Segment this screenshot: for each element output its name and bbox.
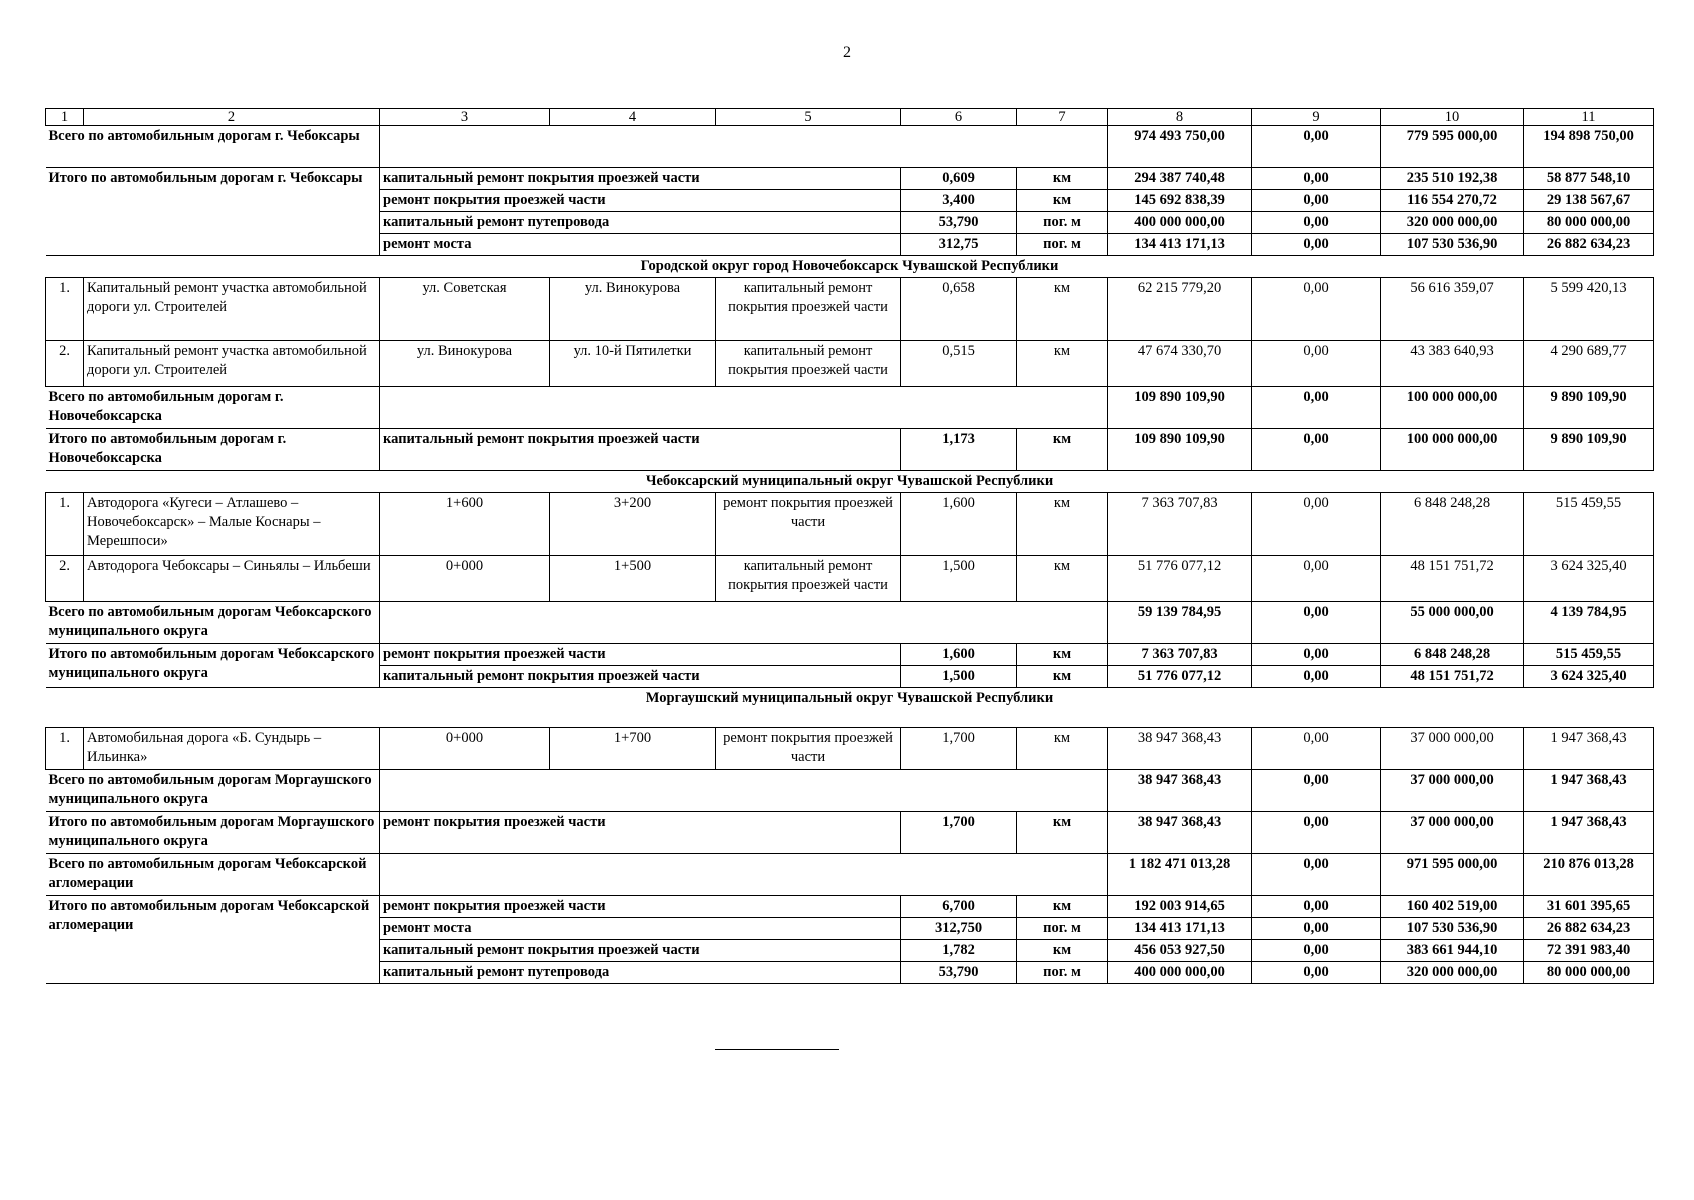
section-header-row	[46, 688, 1654, 728]
amount-cell: 515 459,55	[1524, 644, 1654, 666]
total-cell: 55 000 000,00	[1381, 602, 1524, 644]
road-name: Капитальный ремонт участка автомобильной дороги ул. Строителей	[84, 278, 380, 341]
section-title: Моргаушский муниципальный округ Чувашской Республики	[46, 688, 1654, 728]
work-type: ремонт покрытия проезжей части	[380, 190, 901, 212]
amount-cell: 0,00	[1252, 556, 1381, 602]
column-header: 2	[84, 109, 380, 126]
end-point: ул. Винокурова	[550, 278, 716, 341]
amount-cell: 107 530 536,90	[1381, 918, 1524, 940]
amount-cell: 38 947 368,43	[1108, 812, 1252, 854]
amount-cell: 37 000 000,00	[1381, 728, 1524, 770]
amount-cell: 400 000 000,00	[1108, 212, 1252, 234]
column-header: 1	[46, 109, 84, 126]
total-cell: 38 947 368,43	[1108, 770, 1252, 812]
total-row	[46, 770, 1654, 812]
amount-cell: 7 363 707,83	[1108, 493, 1252, 556]
end-point: 1+700	[550, 728, 716, 770]
amount-cell: 48 151 751,72	[1381, 666, 1524, 688]
length-cell: 0,658	[901, 278, 1017, 341]
unit-cell: км	[1017, 728, 1108, 770]
item-number: 2.	[46, 556, 84, 602]
amount-cell: 160 402 519,00	[1381, 896, 1524, 918]
work-type: капитальный ремонт путепровода	[380, 212, 901, 234]
amount-cell: 0,00	[1252, 341, 1381, 387]
work-type: ремонт покрытия проезжей части	[380, 896, 901, 918]
amount-cell: 0,00	[1252, 812, 1381, 854]
unit-cell: км	[1017, 812, 1108, 854]
amount-cell: 0,00	[1252, 728, 1381, 770]
amount-cell: 51 776 077,12	[1108, 556, 1252, 602]
work-type: ремонт покрытия проезжей части	[380, 644, 901, 666]
length-cell: 312,75	[901, 234, 1017, 256]
start-point: ул. Советская	[380, 278, 550, 341]
work-type: капитальный ремонт покрытия проезжей части	[380, 666, 901, 688]
itogo-row	[46, 896, 1654, 918]
unit-cell: пог. м	[1017, 234, 1108, 256]
start-point: 0+000	[380, 728, 550, 770]
work-type: капитальный ремонт покрытия проезжей части	[716, 341, 901, 387]
itogo-row	[46, 168, 1654, 190]
itogo-row	[46, 644, 1654, 666]
total-cell: 100 000 000,00	[1381, 387, 1524, 429]
amount-cell: 6 848 248,28	[1381, 644, 1524, 666]
amount-cell: 0,00	[1252, 190, 1381, 212]
list-item	[46, 493, 1654, 556]
road-repair-table	[45, 108, 1654, 984]
amount-cell: 80 000 000,00	[1524, 212, 1654, 234]
length-cell: 53,790	[901, 212, 1017, 234]
section-header-row	[46, 256, 1654, 278]
amount-cell: 6 848 248,28	[1381, 493, 1524, 556]
item-number: 1.	[46, 278, 84, 341]
unit-cell: км	[1017, 493, 1108, 556]
total-row	[46, 126, 1654, 168]
unit-cell: км	[1017, 666, 1108, 688]
total-cell: 0,00	[1252, 854, 1381, 896]
amount-cell: 1 947 368,43	[1524, 812, 1654, 854]
column-header: 6	[901, 109, 1017, 126]
total-cell: 1 947 368,43	[1524, 770, 1654, 812]
unit-cell: км	[1017, 429, 1108, 471]
amount-cell: 109 890 109,90	[1108, 429, 1252, 471]
amount-cell: 0,00	[1252, 429, 1381, 471]
amount-cell: 5 599 420,13	[1524, 278, 1654, 341]
amount-cell: 62 215 779,20	[1108, 278, 1252, 341]
total-cell: 974 493 750,00	[1108, 126, 1252, 168]
itogo-label: Итого по автомобильным дорогам Чебоксарского муниципального округа	[46, 644, 380, 688]
list-item	[46, 278, 1654, 341]
amount-cell: 400 000 000,00	[1108, 962, 1252, 984]
work-type: ремонт моста	[380, 918, 901, 940]
work-type: ремонт покрытия проезжей части	[716, 493, 901, 556]
amount-cell: 134 413 171,13	[1108, 918, 1252, 940]
unit-cell: км	[1017, 190, 1108, 212]
total-cell: 1 182 471 013,28	[1108, 854, 1252, 896]
total-cell: 37 000 000,00	[1381, 770, 1524, 812]
length-cell: 1,700	[901, 812, 1017, 854]
amount-cell: 145 692 838,39	[1108, 190, 1252, 212]
item-number: 2.	[46, 341, 84, 387]
total-cell: 0,00	[1252, 602, 1381, 644]
column-header: 3	[380, 109, 550, 126]
end-point: 1+500	[550, 556, 716, 602]
list-item	[46, 556, 1654, 602]
total-cell: 779 595 000,00	[1381, 126, 1524, 168]
unit-cell: км	[1017, 940, 1108, 962]
itogo-label: Итого по автомобильным дорогам г. Новочебоксарска	[46, 429, 380, 471]
amount-cell: 26 882 634,23	[1524, 918, 1654, 940]
unit-cell: пог. м	[1017, 918, 1108, 940]
column-number-row	[46, 109, 1654, 126]
itogo-row	[46, 812, 1654, 854]
length-cell: 53,790	[901, 962, 1017, 984]
length-cell: 1,500	[901, 556, 1017, 602]
length-cell: 1,500	[901, 666, 1017, 688]
unit-cell: пог. м	[1017, 212, 1108, 234]
total-cell: 0,00	[1252, 126, 1381, 168]
total-label: Всего по автомобильным дорогам Чебоксарского муниципального округа	[46, 602, 380, 644]
unit-cell: км	[1017, 644, 1108, 666]
work-type: капитальный ремонт покрытия проезжей части	[716, 278, 901, 341]
work-type: ремонт покрытия проезжей части	[380, 812, 901, 854]
start-point: 1+600	[380, 493, 550, 556]
amount-cell: 0,00	[1252, 666, 1381, 688]
empty-cell	[380, 854, 1108, 896]
column-header: 4	[550, 109, 716, 126]
amount-cell: 4 290 689,77	[1524, 341, 1654, 387]
itogo-label: Итого по автомобильным дорогам г. Чебоксары	[46, 168, 380, 256]
amount-cell: 0,00	[1252, 644, 1381, 666]
amount-cell: 0,00	[1252, 940, 1381, 962]
start-point: ул. Винокурова	[380, 341, 550, 387]
section-title: Чебоксарский муниципальный округ Чувашской Республики	[46, 471, 1654, 493]
amount-cell: 515 459,55	[1524, 493, 1654, 556]
road-name: Капитальный ремонт участка автомобильной дороги ул. Строителей	[84, 341, 380, 387]
work-type: капитальный ремонт путепровода	[380, 962, 901, 984]
length-cell: 1,600	[901, 644, 1017, 666]
amount-cell: 383 661 944,10	[1381, 940, 1524, 962]
unit-cell: км	[1017, 278, 1108, 341]
length-cell: 0,515	[901, 341, 1017, 387]
column-header: 7	[1017, 109, 1108, 126]
itogo-label: Итого по автомобильным дорогам Чебоксарской агломерации	[46, 896, 380, 984]
road-name: Автодорога «Кугеси – Атлашево – Новочебоксарск» – Малые Коснары – Мерешпоси»	[84, 493, 380, 556]
total-row	[46, 602, 1654, 644]
amount-cell: 72 391 983,40	[1524, 940, 1654, 962]
length-cell: 6,700	[901, 896, 1017, 918]
unit-cell: пог. м	[1017, 962, 1108, 984]
amount-cell: 9 890 109,90	[1524, 429, 1654, 471]
column-header: 9	[1252, 109, 1381, 126]
item-number: 1.	[46, 493, 84, 556]
total-cell: 0,00	[1252, 387, 1381, 429]
amount-cell: 51 776 077,12	[1108, 666, 1252, 688]
work-type: капитальный ремонт покрытия проезжей части	[716, 556, 901, 602]
total-cell: 210 876 013,28	[1524, 854, 1654, 896]
work-type: ремонт покрытия проезжей части	[716, 728, 901, 770]
amount-cell: 29 138 567,67	[1524, 190, 1654, 212]
work-type: капитальный ремонт покрытия проезжей части	[380, 168, 901, 190]
total-cell: 971 595 000,00	[1381, 854, 1524, 896]
item-number: 1.	[46, 728, 84, 770]
length-cell: 1,782	[901, 940, 1017, 962]
amount-cell: 320 000 000,00	[1381, 962, 1524, 984]
amount-cell: 26 882 634,23	[1524, 234, 1654, 256]
amount-cell: 37 000 000,00	[1381, 812, 1524, 854]
section-header-row	[46, 471, 1654, 493]
amount-cell: 100 000 000,00	[1381, 429, 1524, 471]
total-row	[46, 387, 1654, 429]
itogo-label: Итого по автомобильным дорогам Моргаушского муниципального округа	[46, 812, 380, 854]
unit-cell: км	[1017, 896, 1108, 918]
total-label: Всего по автомобильным дорогам Моргаушского муниципального округа	[46, 770, 380, 812]
amount-cell: 116 554 270,72	[1381, 190, 1524, 212]
amount-cell: 48 151 751,72	[1381, 556, 1524, 602]
amount-cell: 38 947 368,43	[1108, 728, 1252, 770]
section-title: Городской округ город Новочебоксарск Чувашской Республики	[46, 256, 1654, 278]
length-cell: 1,700	[901, 728, 1017, 770]
total-cell: 4 139 784,95	[1524, 602, 1654, 644]
unit-cell: км	[1017, 341, 1108, 387]
total-label: Всего по автомобильным дорогам г. Чебоксары	[46, 126, 380, 168]
work-type: капитальный ремонт покрытия проезжей части	[380, 429, 901, 471]
empty-cell	[380, 602, 1108, 644]
total-cell: 59 139 784,95	[1108, 602, 1252, 644]
length-cell: 312,750	[901, 918, 1017, 940]
amount-cell: 1 947 368,43	[1524, 728, 1654, 770]
page-number: 2	[843, 44, 851, 61]
total-label: Всего по автомобильным дорогам Чебоксарской агломерации	[46, 854, 380, 896]
road-name: Автодорога Чебоксары – Синьялы – Ильбеши	[84, 556, 380, 602]
amount-cell: 56 616 359,07	[1381, 278, 1524, 341]
amount-cell: 31 601 395,65	[1524, 896, 1654, 918]
column-header: 5	[716, 109, 901, 126]
total-cell: 0,00	[1252, 770, 1381, 812]
length-cell: 1,173	[901, 429, 1017, 471]
work-type: капитальный ремонт покрытия проезжей части	[380, 940, 901, 962]
road-name: Автомобильная дорога «Б. Сундырь – Ильинка»	[84, 728, 380, 770]
footer-divider	[715, 1049, 839, 1050]
empty-cell	[380, 126, 1108, 168]
amount-cell: 58 877 548,10	[1524, 168, 1654, 190]
amount-cell: 0,00	[1252, 918, 1381, 940]
end-point: ул. 10-й Пятилетки	[550, 341, 716, 387]
total-cell: 194 898 750,00	[1524, 126, 1654, 168]
total-cell: 9 890 109,90	[1524, 387, 1654, 429]
amount-cell: 7 363 707,83	[1108, 644, 1252, 666]
length-cell: 0,609	[901, 168, 1017, 190]
total-label: Всего по автомобильным дорогам г. Новочебоксарска	[46, 387, 380, 429]
amount-cell: 0,00	[1252, 168, 1381, 190]
total-row	[46, 854, 1654, 896]
amount-cell: 3 624 325,40	[1524, 556, 1654, 602]
list-item	[46, 341, 1654, 387]
length-cell: 1,600	[901, 493, 1017, 556]
amount-cell: 320 000 000,00	[1381, 212, 1524, 234]
total-cell: 109 890 109,90	[1108, 387, 1252, 429]
amount-cell: 47 674 330,70	[1108, 341, 1252, 387]
itogo-row	[46, 429, 1654, 471]
amount-cell: 3 624 325,40	[1524, 666, 1654, 688]
list-item	[46, 728, 1654, 770]
start-point: 0+000	[380, 556, 550, 602]
work-type: ремонт моста	[380, 234, 901, 256]
column-header: 8	[1108, 109, 1252, 126]
empty-cell	[380, 387, 1108, 429]
amount-cell: 0,00	[1252, 493, 1381, 556]
column-header: 10	[1381, 109, 1524, 126]
amount-cell: 80 000 000,00	[1524, 962, 1654, 984]
length-cell: 3,400	[901, 190, 1017, 212]
amount-cell: 456 053 927,50	[1108, 940, 1252, 962]
amount-cell: 192 003 914,65	[1108, 896, 1252, 918]
amount-cell: 0,00	[1252, 896, 1381, 918]
amount-cell: 0,00	[1252, 278, 1381, 341]
column-header: 11	[1524, 109, 1654, 126]
unit-cell: км	[1017, 556, 1108, 602]
amount-cell: 134 413 171,13	[1108, 234, 1252, 256]
amount-cell: 43 383 640,93	[1381, 341, 1524, 387]
amount-cell: 107 530 536,90	[1381, 234, 1524, 256]
amount-cell: 0,00	[1252, 212, 1381, 234]
unit-cell: км	[1017, 168, 1108, 190]
amount-cell: 235 510 192,38	[1381, 168, 1524, 190]
empty-cell	[380, 770, 1108, 812]
amount-cell: 0,00	[1252, 234, 1381, 256]
amount-cell: 294 387 740,48	[1108, 168, 1252, 190]
amount-cell: 0,00	[1252, 962, 1381, 984]
end-point: 3+200	[550, 493, 716, 556]
